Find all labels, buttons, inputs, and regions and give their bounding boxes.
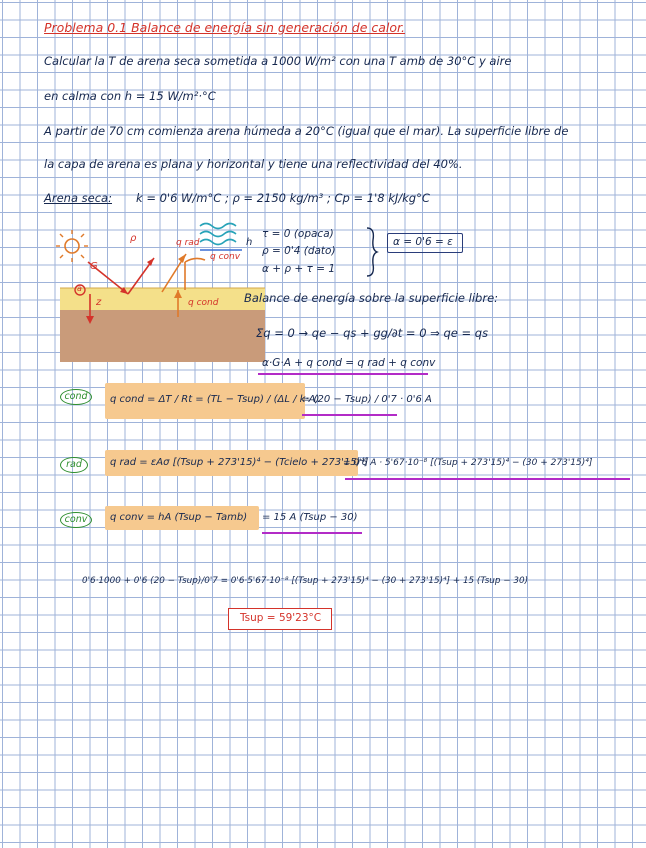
diagram-label-qrad: q rad (176, 238, 200, 248)
conv-underline (262, 532, 362, 534)
diagram-label-h: h (246, 237, 253, 248)
statement-line-4: la capa de arena es plana y horizontal y tiene una reflectividad del 40%. (44, 157, 463, 171)
diagram-label-a: a (77, 284, 82, 293)
cond-underline (302, 414, 397, 416)
brace (365, 226, 377, 278)
rad-tag: rad (60, 457, 88, 473)
rad-formula: q rad = εAσ [(Tsup + 273'15)⁴ − (Tcielo + 273'15)⁴] (110, 457, 369, 468)
alpha-result: α = 0'6 = ε (393, 236, 453, 248)
cond-formula: q cond = ΔT / Rt = (TL − Tsup) / (ΔL / k·A) (110, 394, 320, 405)
diagram-label-qcond: q cond (188, 298, 219, 308)
props-eq-sum: α + ρ + τ = 1 (262, 263, 336, 275)
balance-equation-2: α·G·A + q cond = q rad + q conv (262, 357, 436, 369)
props-label: Arena seca: (44, 191, 112, 205)
cond-result: = (20 − Tsup) / 0'7 · 0'6 A (302, 394, 432, 405)
conv-result: = 15 A (Tsup − 30) (262, 512, 358, 523)
rad-result: = 0'6 A · 5'67·10⁻⁸ [(Tsup + 273'15)⁴ − (30 + 273'15)⁴] (343, 458, 593, 468)
balance-equation: Σq = 0 → qe − qs + gg/∂t = 0 ⇒ qe = qs (256, 326, 489, 340)
balance-underline (258, 373, 428, 375)
props-eq-tau: τ = 0 (opaca) (262, 228, 334, 240)
diagram-label-z: z (96, 297, 102, 308)
statement-line-2: en calma con h = 15 W/m²·°C (44, 89, 216, 103)
problem-title: Problema 0.1 Balance de energía sin generación de calor. (44, 20, 406, 35)
props-values: k = 0'6 W/m°C ; ρ = 2150 kg/m³ ; Cp = 1'8 kJ/kg°C (136, 191, 430, 205)
statement-line-3: A partir de 70 cm comienza arena húmeda a 20°C (igual que el mar). La superficie libre de (44, 124, 569, 138)
cond-tag: cond (60, 389, 92, 405)
diagram-label-G: G (90, 261, 98, 272)
statement-line-1: Calcular la T de arena seca sometida a 1000 W/m² con una T amb de 30°C y aire (44, 54, 512, 68)
conv-tag: conv (60, 512, 92, 528)
sun-icon (56, 230, 88, 262)
diagram-label-rho: ρ (130, 233, 137, 244)
final-equation: 0'6·1000 + 0'6 (20 − Tsup)/0'7 = 0'6·5'67·10⁻⁸ [(Tsup + 273'15)⁴ − (30 + 273'15)⁴] + 15 (Tsup − 30) (82, 576, 529, 586)
final-result: Tsup = 59'23°C (240, 612, 322, 624)
diagram-label-qconv: q conv (210, 252, 241, 262)
air-waves-icon (200, 224, 236, 245)
balance-title: Balance de energía sobre la superficie libre: (244, 291, 499, 305)
rad-underline (345, 478, 630, 480)
props-eq-rho: ρ = 0'4 (dato) (262, 245, 336, 257)
conv-formula: q conv = hA (Tsup − Tamb) (110, 512, 248, 523)
